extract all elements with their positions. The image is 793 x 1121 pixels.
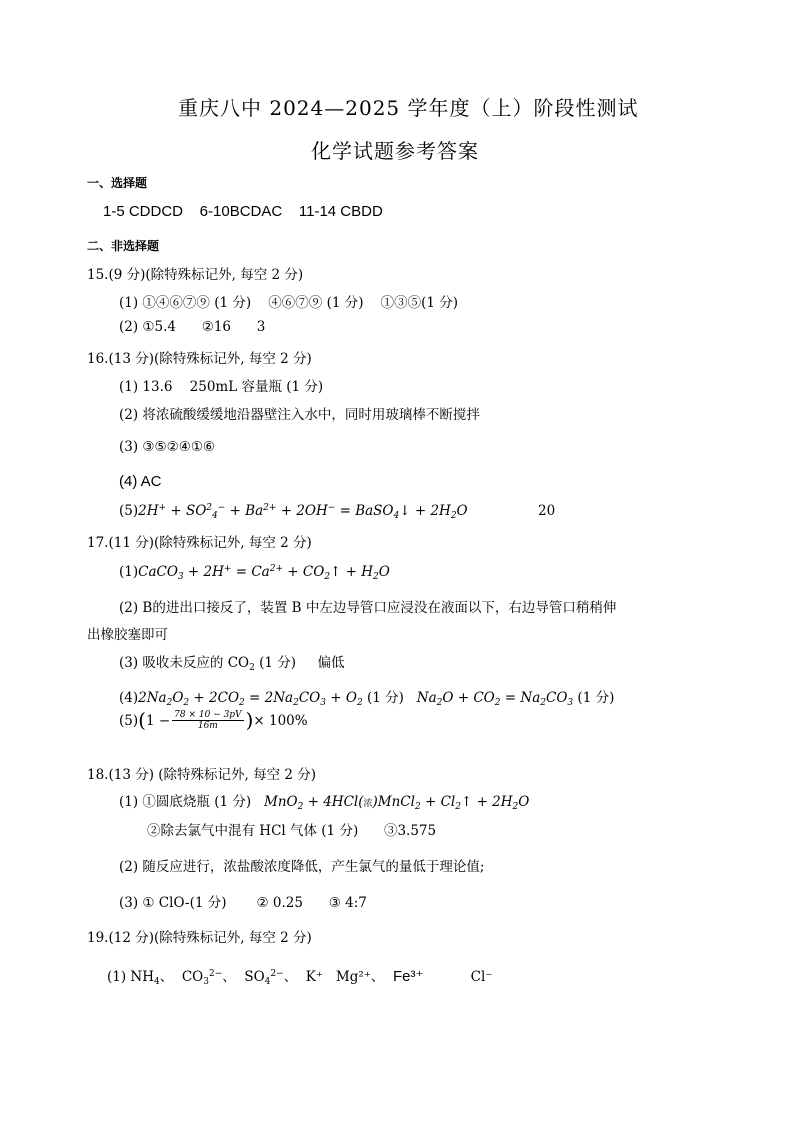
q17-line3-text: (3) 吸收未反应的 CO	[119, 655, 250, 671]
choice-answers: 1-5 CDDCD 6-10BCDAC 11-14 CBDD	[103, 203, 383, 220]
q18-equation: MnO$_2$ + 4HCl(浓)MnCl$_2$ + $Cl_2↑ + 2H_2O$	[264, 794, 530, 812]
q16-line5	[119, 500, 468, 521]
q16-equation: $2H^+ + SO^2_4^- + Ba^{2+} + 2OH^-$ = BaSO$_4$↓ + $2H_2O$	[138, 503, 468, 521]
q17-line4-mark1: (1 分)	[366, 690, 404, 706]
q17-equation-a: $2Na_2O_2 + 2CO_2 = 2Na_2CO_3 + O_2$	[138, 690, 363, 708]
q17-line4-mark2: (1 分)	[577, 690, 615, 706]
q15-heading: 15.(9 分)(除特殊标记外, 每空 2 分)	[87, 267, 304, 283]
q16-line5-answer: 20	[538, 503, 556, 519]
q19-ion-sulfate: SO	[244, 969, 265, 985]
q16-line2: (2) 将浓硫酸缓缓地沿器壁注入水中，同时用玻璃棒不断搅拌	[119, 407, 480, 423]
q17-line3-answer: 偏低	[317, 655, 345, 671]
q17-heading: 17.(11 分)(除特殊标记外, 每空 2 分)	[87, 535, 312, 551]
q19-line1: (1) NH4、 $CO3^{2-}$、 $SO4^{2-}$、 K⁺ Mg²⁺、 Fe³⁺ Cl⁻	[107, 968, 493, 987]
q16-line3: (3) ③⑤②④①⑥	[119, 439, 216, 455]
q17-line3: (3) 吸收未反应的 CO2 (1 分) 偏低	[119, 655, 345, 673]
section-heading-choice: 一、选择题	[87, 176, 148, 190]
q17-equation: CaCO$_3$ + $2H^+ = Ca^{2+}$ + $CO_2↑ + H_2O$	[138, 564, 390, 582]
q18-condition: 浓	[363, 799, 373, 809]
q15-line2: (2) ①5.4 ②16 3	[119, 319, 266, 335]
q17-line1	[119, 561, 390, 582]
q16-line5-label: (5)	[119, 503, 139, 519]
q17-line5: (5)(1 − $\frac{78 \times 10 - 3pV}{16m}$ )× 100%	[119, 708, 308, 732]
q19-ion-chloride: Cl⁻	[470, 969, 493, 985]
q17-line4	[119, 686, 614, 708]
q15-line1: (1) ①④⑥⑦⑨ (1 分) ④⑥⑦⑨ (1 分) ①③⑤(1 分)	[119, 295, 459, 311]
q16-line1: (1) 13.6 250mL 容量瓶 (1 分)	[119, 379, 324, 395]
page-subtitle: 化学试题参考答案	[311, 139, 479, 163]
q16-line4: (4) AC	[119, 473, 162, 490]
q17-line3-mark: (1 分)	[259, 655, 297, 671]
q18-heading: 18.(13 分) (除特殊标记外, 每空 2 分)	[87, 767, 317, 783]
q19-ion-magnesium: Mg²⁺	[335, 969, 371, 985]
q19-line1-label: (1) NH	[107, 969, 154, 985]
q17-fraction-numerator: 78 × 10 − 3pV	[174, 710, 242, 720]
q18-line2: ②除去氯气中混有 HCl 气体 (1 分) ③3.575	[147, 823, 437, 839]
q19-ion-iron: Fe³⁺	[392, 968, 424, 985]
q17-line1-label: (1)	[119, 564, 139, 580]
q17-line5-tail: × 100%	[253, 713, 308, 729]
page-title: 重庆八中 2024—2025 学年度（上）阶段性测试	[178, 96, 639, 120]
q19-ion-carbonate: CO	[181, 969, 204, 985]
q17-line4-label: (4)	[119, 690, 139, 706]
q18-line3: (2) 随反应进行，浓盐酸浓度降低，产生氯气的量低于理论值;	[119, 859, 485, 875]
q18-line1	[119, 790, 529, 812]
q18-line4: (3) ① ClO-(1 分) ② 0.25 ③ 4:7	[119, 895, 367, 911]
q19-heading: 19.(12 分)(除特殊标记外, 每空 2 分)	[87, 930, 312, 946]
q17-line2-cont: 出橡胶塞即可	[87, 627, 168, 643]
q17-fraction-denominator: 16m	[197, 721, 218, 731]
q17-line5-label: (5)	[119, 713, 139, 729]
section-heading-nonchoice: 二、非选择题	[87, 239, 160, 253]
q16-heading: 16.(13 分)(除特殊标记外, 每空 2 分)	[87, 351, 312, 367]
q17-line2: (2) B的进出口接反了，装置 B 中左边导管口应浸没在液面以下，右边导管口稍稍伸	[119, 600, 617, 616]
q19-ion-potassium: K⁺	[305, 969, 323, 985]
q18-line1-text: (1) ①圆底烧瓶 (1 分)	[119, 794, 252, 810]
q17-equation-b: $Na_2O + CO_2 = Na_2CO_3$	[416, 690, 574, 708]
q17-fraction	[172, 710, 243, 731]
